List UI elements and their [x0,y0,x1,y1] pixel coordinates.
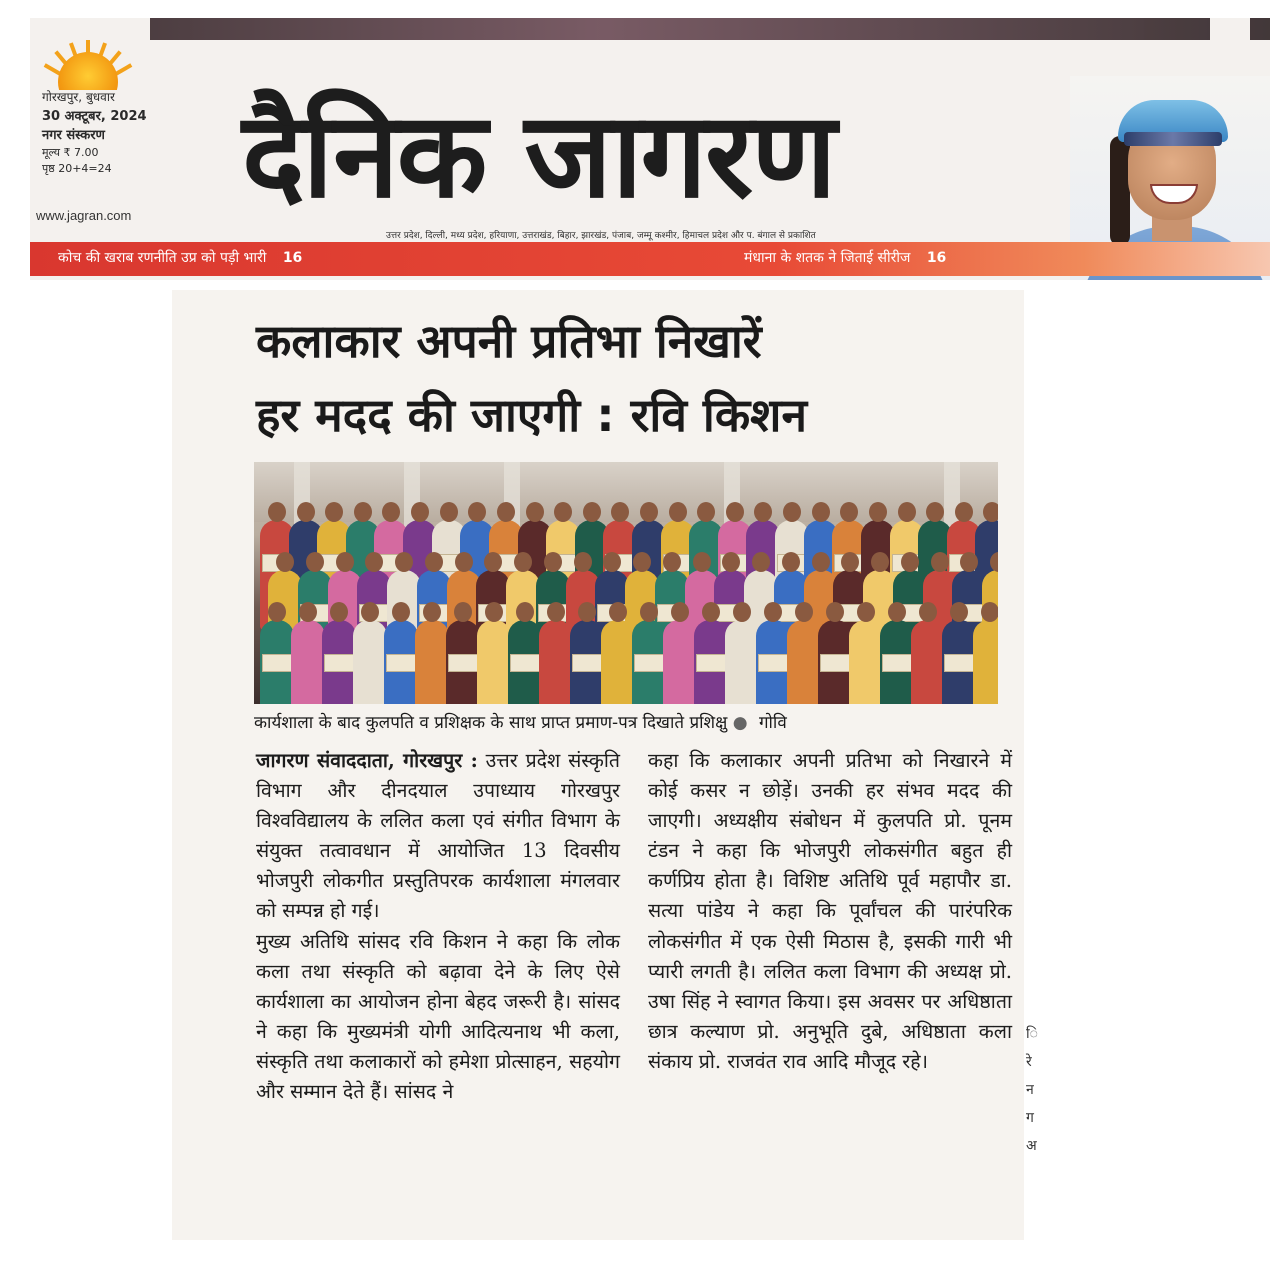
certificate [448,654,480,672]
person-head [955,502,973,522]
news-article [172,290,1024,1240]
adjacent-article-fragment [1026,1020,1040,1160]
person-head [950,602,968,622]
person-head [733,602,751,622]
newspaper-masthead [30,18,1270,280]
person [849,620,883,704]
person-head [440,502,458,522]
person-head [526,502,544,522]
person-head [411,502,429,522]
person-head [826,602,844,622]
person-head [306,552,324,572]
person-head [268,602,286,622]
photo-caption [254,710,1014,733]
teaser-right[interactable] [744,248,946,267]
person-head [485,602,503,622]
certificate [758,654,790,672]
certificate [820,654,852,672]
person-head [609,602,627,622]
person-head [516,602,534,622]
certificate [634,654,666,672]
person [911,620,945,704]
person-head [454,602,472,622]
person-head [574,552,592,572]
person-head [693,552,711,572]
price: मूल्य ₹ 7.00 [42,146,99,159]
person-head [901,552,919,572]
person-head [812,502,830,522]
person [353,620,387,704]
person-head [547,602,565,622]
person-head [726,502,744,522]
teaser-right-page: 16 [926,250,947,266]
person-head [671,602,689,622]
person [601,620,635,704]
person-head [268,502,286,522]
certificate [696,654,728,672]
edge-char: ग [1026,1110,1034,1126]
certificate [262,654,294,672]
person [725,620,759,704]
article-headline [256,304,996,452]
person-head [869,502,887,522]
person-head [782,552,800,572]
person-head [392,602,410,622]
person-head [669,502,687,522]
person-head [276,552,294,572]
person-head [919,602,937,622]
paragraph: मुख्य अतिथि सांसद रवि किशन ने कहा कि लोक कला तथा संस्कृति को बढ़ावा देने के लिए ऐसे कार्यशाला का आयोजन होना बेहद जरूरी है। सांसद ने कहा कि मुख्यमंत्री योगी आदित्यनाथ भी कला, संस्कृति तथा कलाकारों को हमेशा प्रोत्साहन, सहयोग और सम्मान देते हैं। सांसद ने [256,929,620,1104]
article-column-2 [648,746,1012,1077]
page-count: पृष्ठ 20+4=24 [42,162,112,175]
paragraph: कहा कि कलाकार अपनी प्रतिभा को निखारने में कोई कसर न छोड़ें। उनकी हर संभव मदद की जाएगी। अध्यक्षीय संबोधन में कुलपति प्रो. पूनम टंडन ने कहा कि भोजपुरी लोकसंगीत बहुत ही कर्णप्रिय होता है। विशिष्ट अतिथि पूर्व महापौर डा. सत्या पांडेय ने कहा कि पूर्वांचल की पारंपरिक लोकसंगीत में एक ऐसी मिठास है, इसकी गारी भी प्यारी लगती है। ललित कला विभाग की अध्यक्ष प्रो. उषा सिंह ने स्वागत किया। इस अवसर पर अधिष्ठाता छात्र कल्याण प्रो. अनुभूति दुबे, अधिष्ठाता कला संकाय प्रो. राजवंत राव आदि मौजूद रहे। [648,749,1012,1073]
person-head [423,602,441,622]
person-head [663,552,681,572]
person-head [354,502,372,522]
person-head [336,552,354,572]
person-head [702,602,720,622]
group-photo [254,462,998,704]
person [477,620,511,704]
person [663,620,697,704]
person-head [544,552,562,572]
person-head [395,552,413,572]
edge-char: ि [1026,1026,1038,1042]
person-head [981,602,998,622]
byline: जागरण संवाददाता, गोरखपुर : [256,749,478,772]
person-head [330,602,348,622]
edge-char: रे [1026,1054,1032,1070]
person-head [783,502,801,522]
person-head [425,552,443,572]
teaser-right-text: मंधाना के शतक ने जिताई सीरीज [744,250,911,266]
issue-date: 30 अक्टूबर, 2024 [42,109,147,124]
person-head [455,552,473,572]
article-column-1 [256,746,620,1107]
person-head [514,552,532,572]
person-head [898,502,916,522]
person-head [640,502,658,522]
headline-line-2: हर मदद की जाएगी : रवि किशन [256,388,807,442]
edge-char: अ [1026,1138,1037,1154]
teaser-left-text: कोच की खराब रणनीति उप्र को पड़ी भारी [58,250,267,266]
person [973,620,998,704]
certificate [510,654,542,672]
person-head [497,502,515,522]
teaser-left[interactable] [58,248,302,267]
newspaper-logo: दैनिक जागरण [242,86,835,224]
person-head [299,602,317,622]
headline-line-1: कलाकार अपनी प्रतिभा निखारें [256,314,762,368]
certificate [324,654,356,672]
sun-logo-icon [42,40,134,90]
edge-char: न [1026,1082,1034,1098]
teaser-left-page: 16 [282,250,303,266]
person-head [633,552,651,572]
edition-name: नगर संस्करण [42,128,105,143]
person-head [812,552,830,572]
certificate [386,654,418,672]
certificate [944,654,976,672]
city-day: गोरखपुर, बुधवार [42,90,115,104]
paragraph-text: उत्तर प्रदेश संस्कृति विभाग और दीनदयाल उपाध्याय गोरखपुर विश्वविद्यालय के ललित कला एवं संगीत विभाग के संयुक्त तत्वावधान में आयोजित 13 दिवसीय भोजपुरी लोकगीत प्रस्तुतिपरक कार्यशाला मंगलवार को सम्पन्न हो गई। [256,749,621,923]
person-head [857,602,875,622]
certificate [572,654,604,672]
top-photo-band [150,18,1270,40]
person-head [297,502,315,522]
person-head [583,502,601,522]
person [787,620,821,704]
person-head [983,502,998,522]
person-head [931,552,949,572]
person [415,620,449,704]
person-head [888,602,906,622]
website-link[interactable]: www.jagran.com [36,208,132,223]
certificate [882,654,914,672]
person [539,620,573,704]
person-head [795,602,813,622]
photo-credit: गोवि [758,713,787,733]
person-head [361,602,379,622]
coverage-line: उत्तर प्रदेश, दिल्ली, मध्य प्रदेश, हरियाणा, उत्तराखंड, बिहार, झारखंड, पंजाब, जम्मू कश्मीर, हिमाचल प्रदेश और प. बंगाल से प्रकाशित [386,231,816,241]
bullet-icon: ● [732,713,748,733]
caption-text: कार्यशाला के बाद कुलपति व प्रशिक्षक के साथ प्राप्त प्रमाण-पत्र दिखाते प्रशिक्षु [254,713,728,733]
edition-info [42,88,202,177]
paragraph [256,746,620,927]
person-head [640,602,658,622]
person-head [578,602,596,622]
person-head [764,602,782,622]
person [291,620,325,704]
